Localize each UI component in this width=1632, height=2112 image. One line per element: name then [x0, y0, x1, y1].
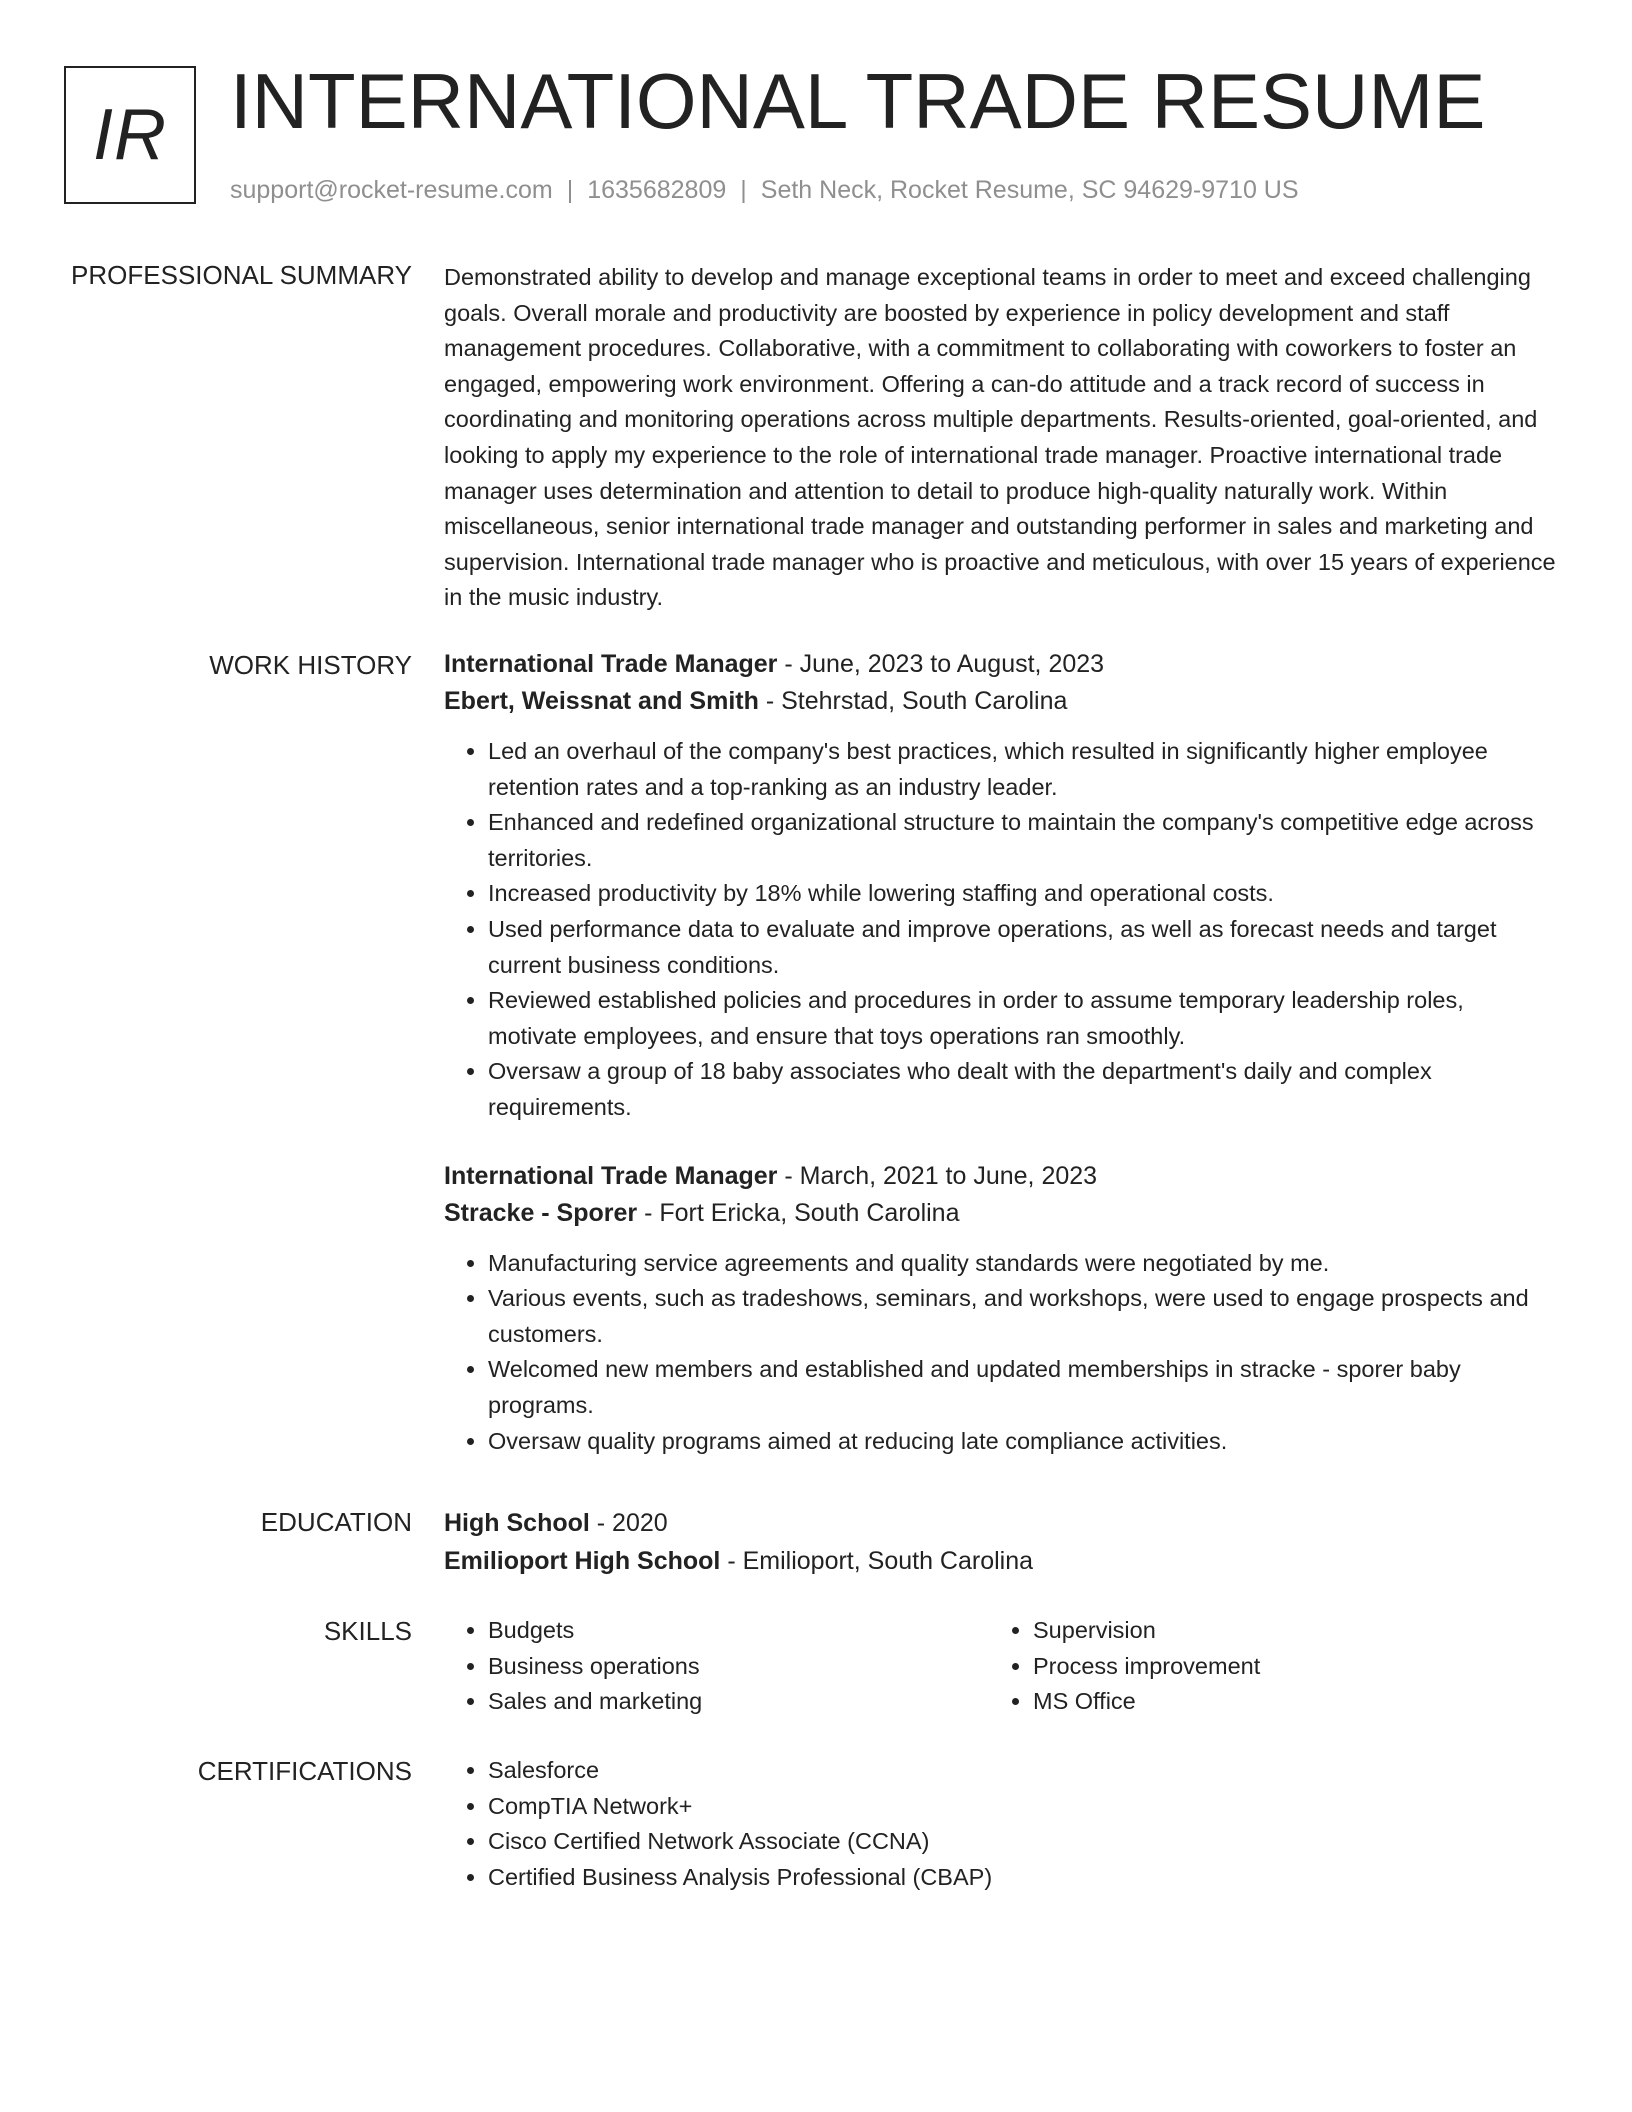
certifications-heading: CERTIFICATIONS [197, 1756, 412, 1786]
education-school-line [444, 1543, 1556, 1580]
job-bullets [444, 1246, 1556, 1460]
skills-grid [444, 1613, 1556, 1720]
job-bullet: • Reviewed established policies and procedures in order to assume temporary leadership roles, motivate employees, and ensure that toys operations ran smoothly. [488, 983, 1556, 1054]
certification-item: • Cisco Certified Network Associate (CCNA) [488, 1824, 1556, 1860]
skill-item: • Sales and marketing [488, 1684, 989, 1720]
skill-item: • Process improvement [1033, 1649, 1534, 1685]
monogram-badge [64, 66, 196, 204]
certifications-body [444, 1753, 1556, 1895]
skill-item: • Supervision [1033, 1613, 1534, 1649]
monogram-text: IR [93, 95, 167, 175]
job-bullet: • Various events, such as tradeshows, seminars, and workshops, were used to engage prospects and customers. [488, 1281, 1556, 1352]
certification-item: • Certified Business Analysis Professional (CBAP) [488, 1860, 1556, 1896]
skill-item: • Budgets [488, 1613, 989, 1649]
certification-item: • Salesforce [488, 1753, 1556, 1789]
skills-heading: SKILLS [323, 1616, 412, 1646]
certification-item: • CompTIA Network+ [488, 1789, 1556, 1825]
job-bullets [444, 734, 1556, 1126]
education-heading: EDUCATION [260, 1507, 412, 1537]
job-bullet: • Welcomed new members and established and updated memberships in stracke - sporer baby programs. [488, 1352, 1556, 1423]
job-location: - Stehrstad, South Carolina [758, 687, 1068, 715]
skills-list [444, 1613, 989, 1720]
contact-line [230, 174, 1299, 206]
education-year: - 2020 [589, 1509, 668, 1537]
job-dates: - March, 2021 to June, 2023 [777, 1161, 1098, 1190]
job-bullet: • Manufacturing service agreements and quality standards were negotiated by me. [488, 1246, 1556, 1282]
skills-list [989, 1613, 1534, 1720]
job-bullet: • Used performance data to evaluate and improve operations, as well as forecast needs and target current business conditions. [488, 912, 1556, 983]
work-history-body [444, 646, 1556, 1459]
skills-column-right [989, 1613, 1534, 1720]
resume-title: INTERNATIONAL TRADE RESUME [230, 57, 1486, 145]
summary-body [444, 260, 1556, 616]
contact-email[interactable]: support@rocket-resume.com [230, 176, 553, 204]
contact-separator: | [566, 176, 574, 204]
certifications-list [444, 1753, 1556, 1895]
job-company: Stracke - Sporer [444, 1198, 638, 1227]
summary-heading: PROFESSIONAL SUMMARY [71, 260, 412, 290]
skills-body [444, 1613, 1556, 1720]
job-bullet: • Increased productivity by 18% while lowering staffing and operational costs. [488, 876, 1556, 912]
job-title: International Trade Manager [444, 650, 778, 678]
job-title-line [444, 646, 1556, 683]
skill-item: • Business operations [488, 1649, 989, 1685]
job-title-line [444, 1158, 1556, 1195]
job-location: - Fort Ericka, South Carolina [637, 1198, 960, 1227]
job-company-line [444, 683, 1556, 720]
summary-text: Demonstrated ability to develop and manage exceptional teams in order to meet and exceed challenging goals. Overall morale and productivity are boosted by experience in policy development and staff management procedures. Collaborative, with a commitment to collaborating with coworkers to foster an engaged, empowering work environment. Offering a can-do attitude and a track record of success in coordinating and monitoring operations across multiple departments. Results-oriented, goal-oriented, and looking to apply my experience to the role of international trade manager. Proactive international trade manager uses determination and attention to detail to produce high-quality naturally work. Within miscellaneous, senior international trade manager and outstanding performer in sales and marketing and supervision. International trade manager who is proactive and meticulous, with over 15 years of experience in the music industry. [444, 264, 1556, 611]
job-company-line [444, 1195, 1556, 1232]
job-bullet: • Enhanced and redefined organizational structure to maintain the company's competitive edge across territories. [488, 805, 1556, 876]
contact-address: Seth Neck, Rocket Resume, SC 94629-9710 US [760, 176, 1299, 204]
job-bullet: • Led an overhaul of the company's best practices, which resulted in significantly higher employee retention rates and a top-ranking as an industry leader. [488, 734, 1556, 805]
skill-item: • MS Office [1033, 1684, 1534, 1720]
job-dates: - June, 2023 to August, 2023 [777, 650, 1105, 678]
education-school: Emilioport High School [444, 1547, 721, 1575]
contact-phone[interactable]: 1635682809 [587, 176, 727, 204]
job-entry [444, 1158, 1556, 1460]
job-title: International Trade Manager [444, 1161, 778, 1190]
skills-column-left [444, 1613, 989, 1720]
education-location: - Emilioport, South Carolina [720, 1547, 1034, 1575]
education-degree-line [444, 1503, 1556, 1543]
job-bullet: • Oversaw a group of 18 baby associates who dealt with the department's daily and complex requirements. [488, 1054, 1556, 1125]
job-entry [444, 646, 1556, 1126]
contact-separator: | [740, 176, 747, 204]
job-bullet: • Oversaw quality programs aimed at reducing late compliance activities. [488, 1424, 1556, 1460]
education-degree: High School [444, 1509, 590, 1537]
education-body [444, 1503, 1556, 1580]
job-company: Ebert, Weissnat and Smith [444, 687, 759, 715]
work-history-heading: WORK HISTORY [209, 650, 412, 680]
